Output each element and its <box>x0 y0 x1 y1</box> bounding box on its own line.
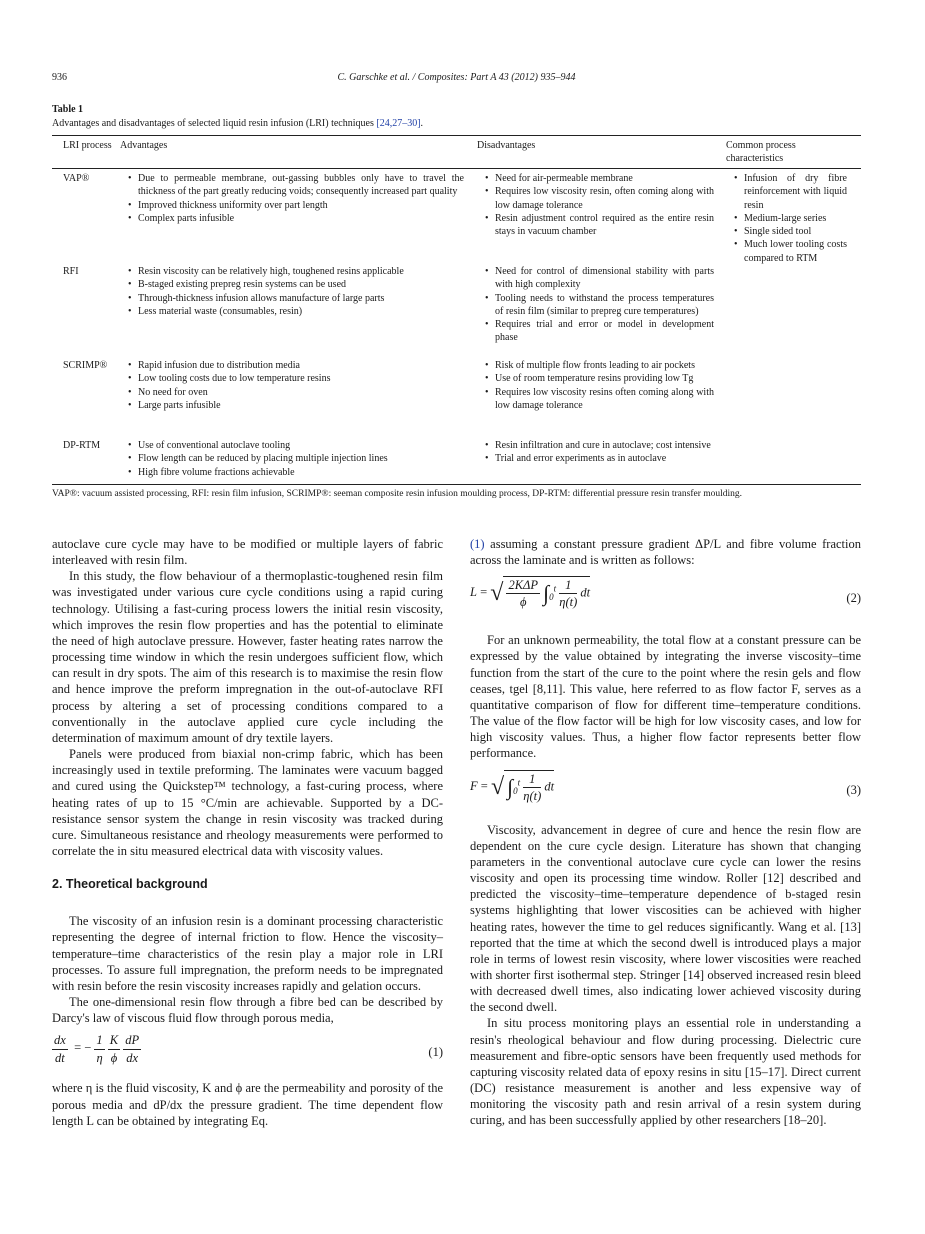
vap-disadvantages <box>485 172 714 238</box>
common-characteristics <box>734 172 847 265</box>
equation-3: F = √ $\int_0^t$ $\frac{1}{\eta(t)}$ dt (3) <box>470 771 861 803</box>
paragraph: (1) assuming a constant pressure gradient ΔP/L and fibre volume fraction across the laminate and is written as follows: <box>470 537 861 568</box>
list-item: • Less material waste (consumables, resin) <box>128 305 464 318</box>
paragraph: autoclave cure cycle may have to be modified or multiple layers of fabric interleaved with resin film. <box>52 537 443 568</box>
list-item: • Resin viscosity can be relatively high, toughened resins applicable <box>128 265 464 278</box>
header-advantages: Advantages <box>120 140 168 151</box>
header-common: Common process characteristics <box>726 140 796 164</box>
paragraph: In situ process monitoring plays an essential role in understanding a resin's rheological behaviour and flow during processing. Dielectric cure measurement and fibre-optic sensors have been frequently used methods for capturing viscosity related data of epoxy resins in situ [15–17]. Direct current (DC) resistance measurement is another and less expensive way of monitoring the viscosity path and resin arrival of a resin system during curing, and has been successfully applied by other researchers [18–20]. <box>470 1016 861 1128</box>
paragraph: The viscosity of an infusion resin is a dominant processing characteristic representing the degree of internal friction to flow. Hence the viscosity–temperature–time characteristics of the resin play a major role in LRI processes. To assure full impregnation, the preform needs to be impregnated with resin before the resin viscosity increases rapidly and gelation occurs. <box>52 914 443 993</box>
paragraph: Panels were produced from biaxial non-crimp fabric, which has been increasingly used in textile preforming. The laminates were vacuum bagged and cured using the Quickstep™ technology, a fast-curing process, where heating rates of up to 15 °C/min are achievable. Supported by a DC-resistance sensor system the change in resin viscosity was tracked during cure. Simultaneous resistance and rheology measurements were performed to correlate the in situ measured electrical data with viscosity values. <box>52 747 443 858</box>
rfi-advantages <box>128 265 464 318</box>
table-caption: Advantages and disadvantages of selected liquid resin infusion (LRI) techniques [24,27–30]. <box>52 118 424 129</box>
list-item: • Infusion of dry fibre reinforcement with liquid resin <box>734 172 847 212</box>
paragraph: The one-dimensional resin flow through a fibre bed can be described by Darcy's law of viscous fluid flow through porous media, <box>52 995 443 1026</box>
equation-number: (2) <box>846 591 861 606</box>
header-process: LRI process <box>63 140 112 151</box>
list-item: • Need for control of dimensional stability with parts with high complexity <box>485 265 714 292</box>
scrimp-disadvantages <box>485 359 714 412</box>
list-item: • Need for air-permeable membrane <box>485 172 714 185</box>
list-item: • Trial and error experiments as in autoclave <box>485 452 714 465</box>
right-column <box>470 536 861 1129</box>
list-item: • Requires low viscosity resin, often coming along with low damage tolerance <box>485 185 714 212</box>
list-item: • Single sided tool <box>734 225 847 238</box>
header-disadvantages: Disadvantages <box>477 140 536 151</box>
list-item: • High fibre volume fractions achievable <box>128 466 464 479</box>
table-top-rule <box>52 135 861 136</box>
list-item: • B-staged existing prepreg resin systems can be used <box>128 278 464 291</box>
list-item: • No need for oven <box>128 386 464 399</box>
list-item: • Requires trial and error or model in development phase <box>485 318 714 345</box>
equation-1: $\frac{dx}{dt}$ = − $\frac{1}{\eta}$ $\frac{K}{\phi}$ $\frac{dP}{dx}$ (1) <box>54 1033 443 1065</box>
list-item: • Flow length can be reduced by placing multiple injection lines <box>128 452 464 465</box>
process-rfi: RFI <box>63 266 79 277</box>
equation-number: (3) <box>846 782 861 797</box>
dprtm-advantages <box>128 439 464 479</box>
list-item: • Medium-large series <box>734 212 847 225</box>
section-heading: 2. Theoretical background <box>52 877 208 892</box>
table-footnote: VAP®: vacuum assisted processing, RFI: resin film infusion, SCRIMP®: seeman composite resin infusion moulding process, DP-RTM: differential pressure resin transfer moulding. <box>52 489 743 499</box>
list-item: • Use of room temperature resins providing low Tg <box>485 372 714 385</box>
rfi-disadvantages <box>485 265 714 345</box>
vap-advantages <box>128 172 464 225</box>
list-item: • Improved thickness uniformity over part length <box>128 199 464 212</box>
process-vap: VAP® <box>63 173 90 184</box>
paragraph: Viscosity, advancement in degree of cure and hence the resin flow are dependent on the cure cycle design. Literature has shown that changing parameters in the conventional autoclave cure cycle can lower the resins viscosity and open its processing time window. Roller [12] described and predicted the viscosity–time–temperature dependence of b-staged resin systems highlighting that lower viscosities can be achieved with higher heating rates, however the time to gel reduces significantly. Wang et al. [13] reported that the time at which the second dwell is introduced plays a major role in terms of lowest resin viscosity, where lower viscosities were reached with shorter first isothermal step. Stringer [14] observed increased resin bleed with decreased dwell times, also indicating lower achieved viscosity during the second dwell. <box>470 822 861 1015</box>
paragraph: where η is the fluid viscosity, K and ϕ are the permeability and porosity of the porous media and dP/dx the pressure gradient. The time dependent flow length L can be obtained by integrating Eq. <box>52 1081 443 1128</box>
list-item: • Tooling needs to withstand the process temperatures of resin film (similar to prepreg cure temperatures) <box>485 292 714 319</box>
scrimp-advantages <box>128 359 464 412</box>
list-item: • Through-thickness infusion allows manufacture of large parts <box>128 292 464 305</box>
journal-citation: C. Garschke et al. / Composites: Part A 43 (2012) 935–944 <box>337 72 576 83</box>
list-item: • Much lower tooling costs compared to RTM <box>734 238 847 265</box>
paragraph: In this study, the flow behaviour of a thermoplastic-toughened resin film was investigated under various cure cycle conditions using a rapid curing technology. Utilising a fast-curing process lowers the initial resin viscosity, which improves the resin flow properties and has the potential to eliminate the need of high autoclave pressure. However, faster heating rates narrow the processing time window in which the resin undergoes sufficient flow, which can result in dry spots. The aim of this research is to maximise the resin flow and hence improve the preform impregnation in the out-of-autoclave RFI process by altering a set of processing conditions compared to a conventionally in the autoclave applied cure cycle including the determination of maximum amount of dry textile layers. <box>52 569 443 745</box>
list-item: • Large parts infusible <box>128 399 464 412</box>
list-item: • Low tooling costs due to low temperature resins <box>128 372 464 385</box>
list-item: • Use of conventional autoclave tooling <box>128 439 464 452</box>
process-dprtm: DP-RTM <box>63 440 101 451</box>
table-bottom-rule <box>52 484 861 485</box>
equation-2: L = √ $\frac{\text{2KΔP}}{\phi}$ $\int_0^t$ $\frac{1}{\eta(t)}$ dt (2) <box>470 578 861 610</box>
list-item: • Resin infiltration and cure in autoclave; cost intensive <box>485 439 714 452</box>
table-label: Table 1 <box>52 104 84 115</box>
list-item: • Due to permeable membrane, out-gassing bubbles only have to travel the thickness of the part greatly reducing voids; consequently increased part quality <box>128 172 464 199</box>
dprtm-disadvantages <box>485 439 714 466</box>
equation-number: (1) <box>428 1045 443 1060</box>
running-header <box>52 72 861 86</box>
list-item: • Resin adjustment control required as the entire resin stays in vacuum chamber <box>485 212 714 239</box>
list-item: • Complex parts infusible <box>128 212 464 225</box>
caption-refs-link[interactable]: [24,27–30] <box>376 118 421 129</box>
page-number: 936 <box>52 72 67 83</box>
eq-ref-link[interactable]: (1) <box>470 537 485 551</box>
left-column <box>52 536 443 1129</box>
list-item: • Requires low viscosity resins often coming along with low damage tolerance <box>485 386 714 413</box>
paragraph: For an unknown permeability, the total flow at a constant pressure can be expressed by the value obtained by integrating the inverse viscosity–time function from the start of the cure to the point where the resin gels and flow ceases, tgel [8,11]. This value, here referred to as flow factor F, serves as a quantitative comparison of flow for different time–temperature conditions. The value of the flow factor will be high for low viscosity cases, and low for high viscosity values. Thus, a higher flow factor represents better flow performance. <box>470 633 861 761</box>
process-scrimp: SCRIMP® <box>63 360 108 371</box>
list-item: • Rapid infusion due to distribution media <box>128 359 464 372</box>
table-header-rule <box>52 168 861 169</box>
list-item: • Risk of multiple flow fronts leading to air pockets <box>485 359 714 372</box>
